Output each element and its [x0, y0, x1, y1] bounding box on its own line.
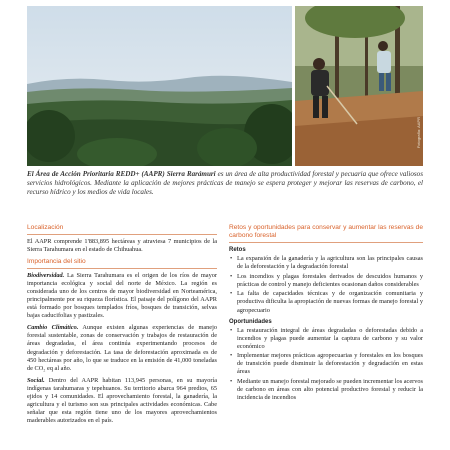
people-working-photo: [295, 6, 423, 166]
retos-list: [229, 255, 423, 315]
list-item: • Mediante un manejo forestal mejorado se pueden incrementar los acervos de carbono en áreas con alto potencial productivo forestal y reducir la incidencia de incendios: [229, 378, 423, 402]
retos-heading: Retos: [229, 247, 246, 253]
list-item: • Los incendios y plagas forestales derivados de descuidos humanos y prácticas de control y manejo deficientes ocasionan daños considerables: [229, 273, 423, 289]
intro-text: es un área de alta productividad forestal y pecuaria que ofrece valiosos servicios hidrológicos. Mediante la aplicación de mejores prácticas de manejo se espera proteger y mejorar las reservas de carbono, el recurso hídrico y los medios de vida locales.: [27, 170, 423, 197]
header-photos: [27, 6, 423, 166]
list-item: • La restauración integral de áreas degradadas o deforestadas debido a incendios y plagas puede aumentar la captura de carbono y su valor económico: [229, 327, 423, 351]
biodiversidad-text: La Sierra Tarahumara es el origen de los ríos de mayor importancia ecológica y social del norte de México. La región es considerada uno de los centros de mayor biodiversidad en Norteamérica, principalmente por su riqueza florística. El paisaje del polígono del AAPR está formado por bosques templados fríos, bosques de transición, selvas bajas caducifolias y pastizales.: [27, 272, 217, 320]
list-item: • La expansión de la ganadería y la agricultura son las principales causas de la deforestación y la degradación forestal: [229, 255, 423, 271]
left-column: [27, 221, 217, 429]
intro-paragraph: [27, 170, 423, 198]
cambio-climatico-text: Aunque existen algunas experiencias de manejo forestal sustentable, zonas de conservación y trabajos de restauración de áreas degradadas, el área continúa experimentando procesos de degradación y deforestación. La tasa de deforestación aproximada es de 450 hectáreas por año, lo que se traduce en la emisión de 41,000 toneladas de CO₂ eq al año.: [27, 324, 217, 372]
oportunidades-heading: Oportunidades: [229, 318, 272, 325]
localizacion-text: El AAPR comprende 1'883,895 hectáreas y atraviesa 7 municipios de la Sierra Tarahumara en el estado de Chihuahua.: [27, 238, 217, 254]
localizacion-heading: Localización: [27, 224, 217, 235]
intro-bold-lead: El Área de Acción Prioritaria REDD+ (AAPR) Sierra Rarámuri: [27, 170, 216, 178]
importancia-heading: Importancia del sitio: [27, 258, 217, 269]
biodiversidad-lead: Biodiversidad.: [27, 272, 65, 280]
right-column: [229, 221, 423, 404]
social-paragraph: [27, 377, 217, 425]
list-item: • Implementar mejores prácticas agropecuarias y forestales en los bosques de transición puede disminuir la deforestación y degradación en estas áreas: [229, 352, 423, 376]
social-text: Dentro del AAPR habitan 113,945 personas, en su mayoría indígenas tarahumaras y tepehuanos. Su territorio abarca 964 predios, 65 ejidos y 14 comunidades. El aprovechamiento forestal, la ganadería, la agricultura y el turismo son sus principales actividades económicas. Cabe señalar que esta región tiene uno de los mayores aprovechamientos maderables autorizados en el país.: [27, 376, 217, 424]
retos-oportunidades-heading: Retos y oportunidades para conservar y aumentar las reservas de carbono forestal: [229, 224, 423, 243]
social-lead: Social.: [27, 376, 45, 384]
oportunidades-list: [229, 327, 423, 403]
cambio-climatico-lead: Cambio Climático.: [27, 324, 79, 332]
biodiversidad-paragraph: [27, 272, 217, 320]
forest-landscape-photo: [27, 6, 292, 166]
photo-credit: Fotografía: AAPR: [416, 116, 421, 148]
cambio-climatico-paragraph: [27, 324, 217, 372]
list-item: • La falta de capacidades técnicas y de organización comunitaria y productiva dificulta la apropiación de nuevas formas de manejo forestal y agropecuario: [229, 290, 423, 314]
